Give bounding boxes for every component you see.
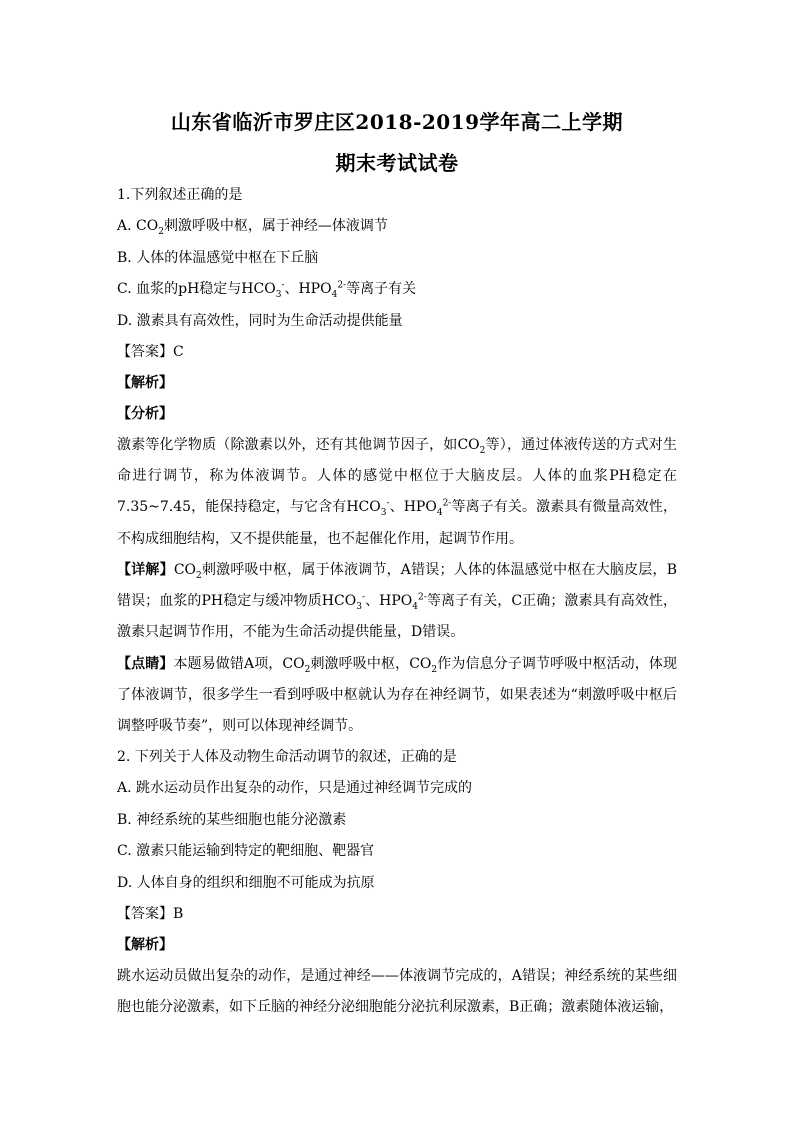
q1-fenxi-heading: 【分析】 <box>117 406 173 422</box>
q1-detail-paragraph: 【详解】$CO_2$刺激呼吸中枢，属于体液调节，A错误；人体的体温感觉中枢在大脑皮层，B错误；血浆的PH稳定与缓冲物质$HCO_3^-$、$HPO_4^{2-}$等离子有关，C正确；激素具有高效性，激素只起调节作用，不能为生命活动提供能量，D错误。 <box>117 562 677 641</box>
q2-analysis-paragraph: 跳水运动员做出复杂的动作，是通过神经——体液调节完成的，A错误；神经系统的某些细胞也能分泌激素，如下丘脑的神经分泌细胞能分泌抗利尿激素，B正确；激素随体液运输， <box>117 968 677 1016</box>
q2-option-c: C. 激素只能运输到特定的靶细胞、靶器官 <box>117 843 375 859</box>
q2-stem: 2. 下列关于人体及动物生命活动调节的叙述，正确的是 <box>117 749 457 765</box>
q2-option-a: A. 跳水运动员作出复杂的动作，只是通过神经调节完成的 <box>117 780 473 796</box>
q1-analysis-paragraph: 激素等化学物质（除激素以外，还有其他调节因子，如$CO_2$等），通过体液传送的方式对生命进行调节，称为体液调节。人体的感觉中枢位于大脑皮层。人体的血浆PH稳定在7.35~7.45，能保持稳定，与它含有$HCO_3^-$、$HPO_4^{2-}$等离子有关。激素具有微量高效性，不构成细胞结构，又不提供能量，也不起催化作用，起调节作用。 <box>117 437 678 547</box>
q1-tip-label: 【点睛】 <box>117 656 174 672</box>
q1-option-b: B. 人体的体温感觉中枢在下丘脑 <box>117 250 319 266</box>
document-title-line2: 期末考试试卷 <box>335 151 459 175</box>
document-title-line1: 山东省临沂市罗庄区2018-2019学年高二上学期 <box>170 110 624 134</box>
q2-option-d: D. 人体自身的组织和细胞不可能成为抗原 <box>117 875 375 891</box>
q1-detail-label: 【详解】 <box>117 562 174 578</box>
q2-jiexi-heading: 【解析】 <box>117 937 173 953</box>
q1-option-a: A. $CO_2$刺激呼吸中枢，属于神经—体液调节 <box>117 218 388 237</box>
q1-tip-paragraph: 【点睛】本题易做错A项，$CO_2$刺激呼吸中枢，$CO_2$作为信息分子调节呼吸中枢活动，体现了体液调节，很多学生一看到呼吸中枢就认为存在神经调节，如果表述为“刺激呼吸中枢后调整呼吸节奏”，则可以体现神经调节。 <box>117 656 677 735</box>
q1-option-d: D. 激素具有高效性，同时为生命活动提供能量 <box>117 313 403 329</box>
q2-option-b: B. 神经系统的某些细胞也能分泌激素 <box>117 812 347 828</box>
q1-option-c: C. 血浆的pH稳定与$HCO_3^-$、$HPO_4^{2-}$等离子有关 <box>117 280 417 300</box>
q1-answer: 【答案】C <box>117 344 184 360</box>
q2-answer: 【答案】B <box>117 906 184 922</box>
q1-stem: 1.下列叙述正确的是 <box>117 187 243 203</box>
q1-jiexi-heading: 【解析】 <box>117 375 173 391</box>
